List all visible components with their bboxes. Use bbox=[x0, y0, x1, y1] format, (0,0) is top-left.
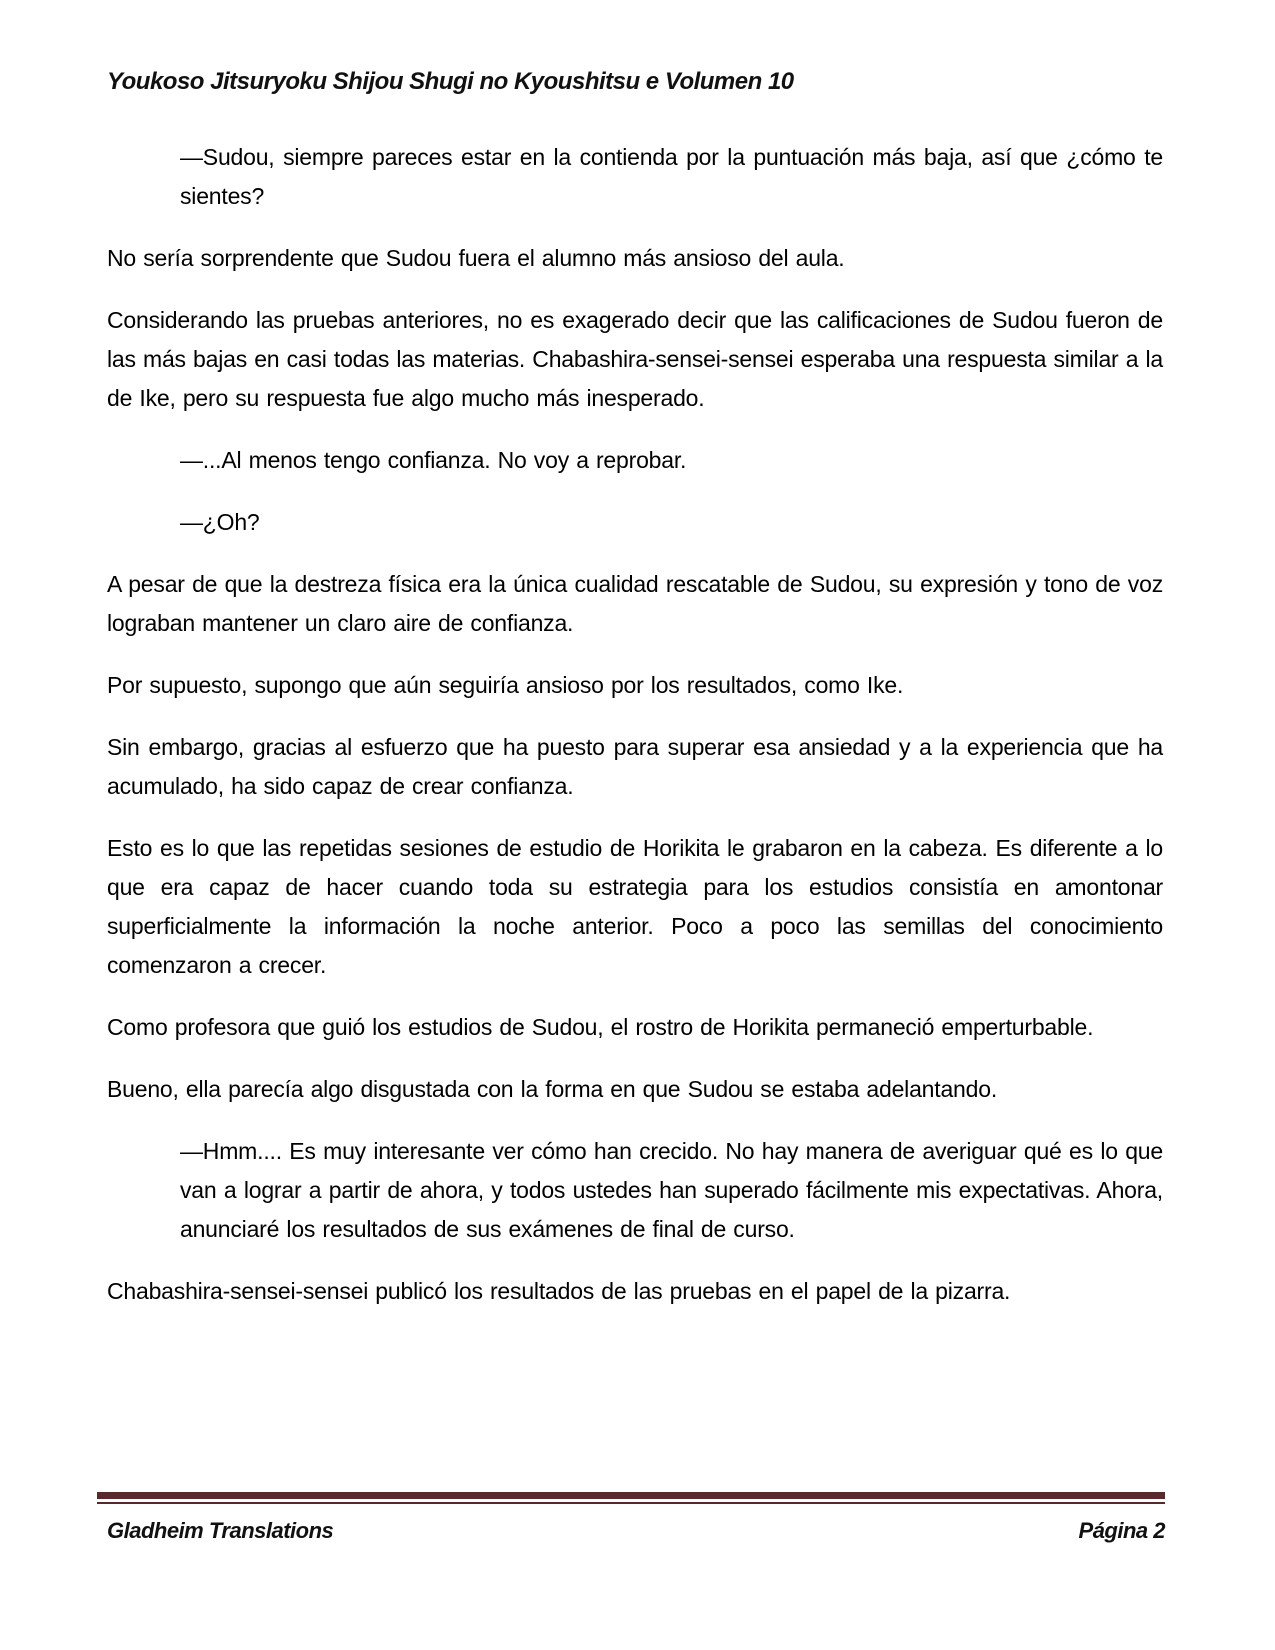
dialogue-paragraph: —¿Oh? bbox=[180, 509, 260, 535]
footer-separator-thin bbox=[97, 1502, 1165, 1504]
narration-paragraph: Bueno, ella parecía algo disgustada con la forma en que Sudou se estaba adelantando. bbox=[107, 1076, 998, 1102]
footer-page-number: Página 2 bbox=[1078, 1518, 1165, 1543]
narration-paragraph: Sin embargo, gracias al esfuerzo que ha puesto para superar esa ansiedad y a la experiencia que ha acumulado, ha sido capaz de crear confianza. bbox=[107, 734, 1163, 799]
dialogue-paragraph: —Hmm.... Es muy interesante ver cómo han crecido. No hay manera de averiguar qué es lo que van a lograr a partir de ahora, y todos ustedes han superado fácilmente mis expectativas. Ahora, anunciaré los resultados de sus exámenes de final de curso. bbox=[180, 1138, 1163, 1242]
page-footer bbox=[97, 1492, 1165, 1544]
page-header-title: Youkoso Jitsuryoku Shijou Shugi no Kyoushitsu e Volumen 10 bbox=[107, 68, 794, 95]
narration-paragraph: Chabashira-sensei-sensei publicó los resultados de las pruebas en el papel de la pizarra. bbox=[107, 1278, 1011, 1304]
footer-translator: Gladheim Translations bbox=[107, 1518, 334, 1543]
body-text bbox=[107, 138, 1163, 1334]
dialogue-paragraph: —...Al menos tengo confianza. No voy a reprobar. bbox=[180, 447, 687, 473]
narration-paragraph: Considerando las pruebas anteriores, no es exagerado decir que las calificaciones de Sudou fueron de las más bajas en casi todas las materias. Chabashira-sensei-sensei esperaba una respuesta similar a la de Ike, pero su respuesta fue algo mucho más inesperado. bbox=[107, 307, 1163, 411]
footer-row bbox=[97, 1518, 1165, 1544]
narration-paragraph: Esto es lo que las repetidas sesiones de estudio de Horikita le grabaron en la cabeza. Es diferente a lo que era capaz de hacer cuando toda su estrategia para los estudios consistía en amontonar superficialmente la información la noche anterior. Poco a poco las semillas del conocimiento comenzaron a crecer. bbox=[107, 835, 1163, 978]
dialogue-paragraph: —Sudou, siempre pareces estar en la contienda por la puntuación más baja, así que ¿cómo te sientes? bbox=[180, 144, 1163, 209]
footer-separator-thick bbox=[97, 1492, 1165, 1499]
narration-paragraph: Por supuesto, supongo que aún seguiría ansioso por los resultados, como Ike. bbox=[107, 672, 904, 698]
page-header bbox=[107, 68, 1163, 96]
narration-paragraph: Como profesora que guió los estudios de Sudou, el rostro de Horikita permaneció emperturbable. bbox=[107, 1014, 1094, 1040]
narration-paragraph: No sería sorprendente que Sudou fuera el alumno más ansioso del aula. bbox=[107, 245, 845, 271]
narration-paragraph: A pesar de que la destreza física era la única cualidad rescatable de Sudou, su expresión y tono de voz lograban mantener un claro aire de confianza. bbox=[107, 571, 1163, 636]
